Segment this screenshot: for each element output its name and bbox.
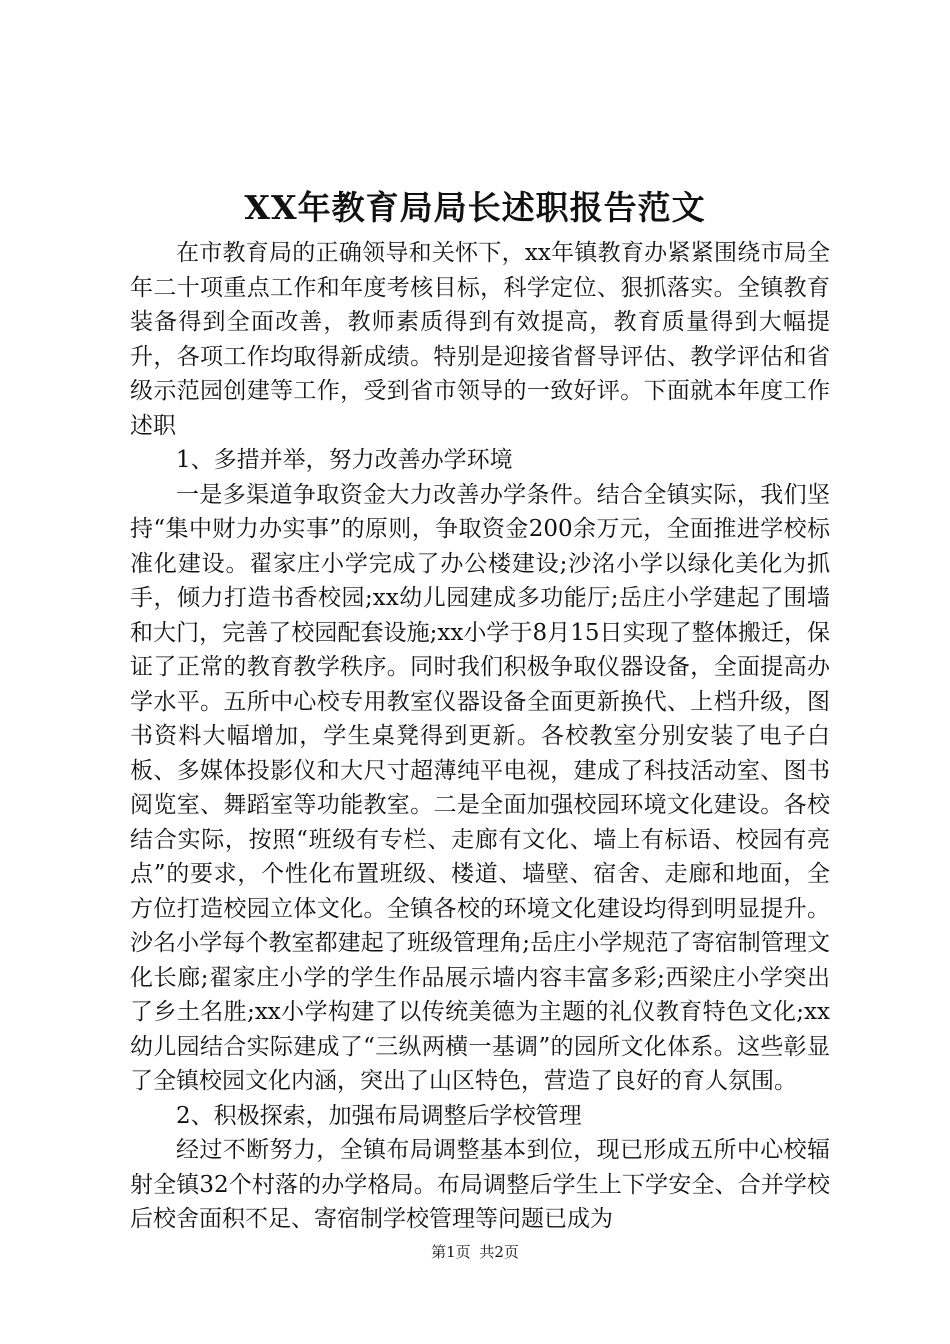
page-footer: [0, 1242, 950, 1262]
body-paragraph: 在市教育局的正确领导和关怀下，xx年镇教育办紧紧围绕市局全年二十项重点工作和年度考核目标，科学定位、狠抓落实。全镇教育装备得到全面改善，教师素质得到有效提高，教育质量得到大幅提升，各项工作均取得新成绩。特别是迎接省督导评估、教学评估和省级示范园创建等工作，受到省市领导的一致好评。下面就本年度工作述职: [130, 240, 830, 439]
page-number: 第1页: [431, 1243, 471, 1261]
body-paragraph: 经过不断努力，全镇布局调整基本到位，现已形成五所中心校辐射全镇32个村落的办学格局。布局调整后学生上下学安全、合并学校后校舍面积不足、寄宿制学校管理等问题已成为: [130, 1137, 830, 1232]
section-heading: 1、多措并举，努力改善办学环境: [176, 447, 513, 473]
page-total: 共2页: [479, 1243, 519, 1261]
document-title: XX年教育局局长述职报告范文: [244, 188, 706, 227]
body-paragraph: 一是多渠道争取资金大力改善办学条件。结合全镇实际，我们坚持“集中财力办实事”的原则，争取资金200余万元，全面推进学校标准化建设。翟家庄小学完成了办公楼建设;沙洺小学以绿化美化为抓手，倾力打造书香校园;xx幼儿园建成多功能厅;岳庄小学建起了围墙和大门，完善了校园配套设施;xx小学于8月15日实现了整体搬迁，保证了正常的教育教学秩序。同时我们积极争取仪器设备，全面提高办学水平。五所中心校专用教室仪器设备全面更新换代、上档升级，图书资料大幅增加，学生桌凳得到更新。各校教室分别安装了电子白板、多媒体投影仪和大尺寸超薄纯平电视，建成了科技活动室、图书阅览室、舞蹈室等功能教室。二是全面加强校园环境文化建设。各校结合实际，按照“班级有专栏、走廊有文化、墙上有标语、校园有亮点”的要求，个性化布置班级、楼道、墙壁、宿舍、走廊和地面，全方位打造校园立体文化。全镇各校的环境文化建设均得到明显提升。沙名小学每个教室都建起了班级管理角;岳庄小学规范了寄宿制管理文化长廊;翟家庄小学的学生作品展示墙内容丰富多彩;西梁庄小学突出了乡土名胜;xx小学构建了以传统美德为主题的礼仪教育特色文化;xx幼儿园结合实际建成了“三纵两横一基调”的园所文化体系。这些彰显了全镇校园文化内涵，突出了山区特色，营造了良好的育人氛围。: [130, 481, 830, 1094]
document-body: [130, 236, 830, 1237]
section-heading: 2、积极探索，加强布局调整后学校管理: [176, 1102, 582, 1129]
